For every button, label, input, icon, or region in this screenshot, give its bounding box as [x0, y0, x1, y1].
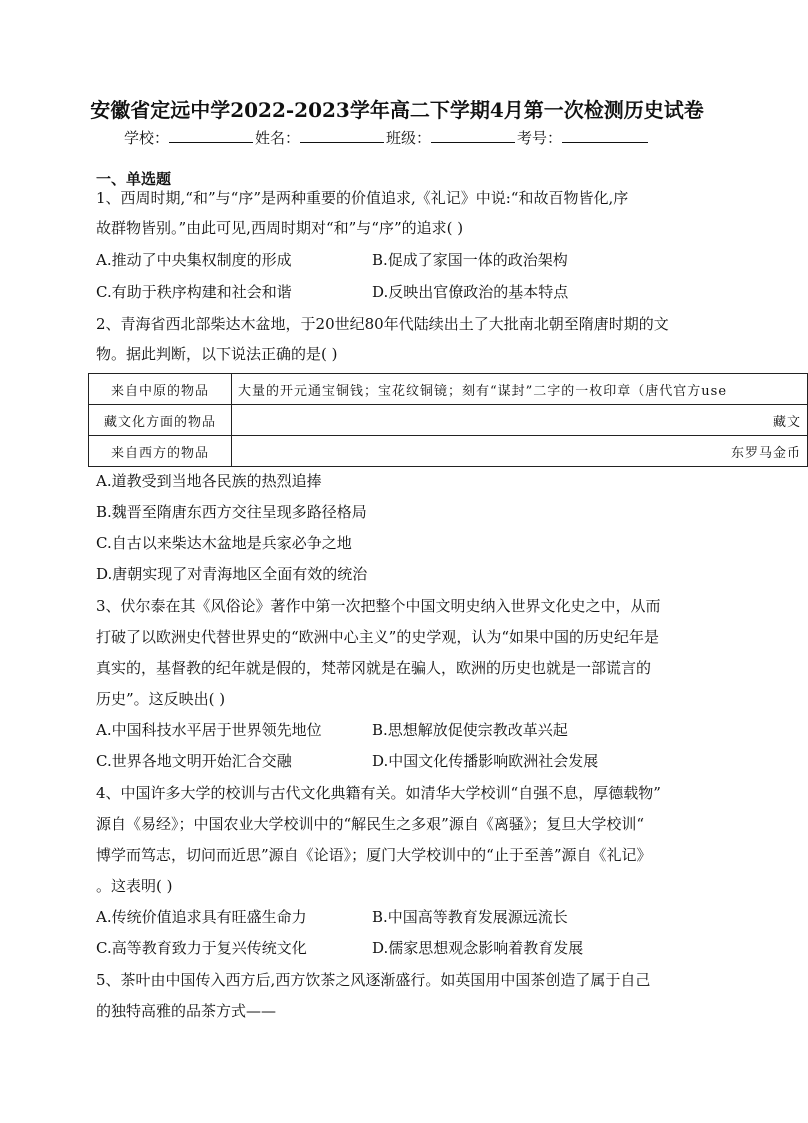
question-2-line-2: 物。据此判断，以下说法正确的是( ) [96, 345, 338, 363]
section-title: 一、单选题 [96, 170, 172, 188]
question-4-option-c[interactable]: C.高等教育致力于复兴传统文化 [96, 939, 307, 957]
question-1-option-b[interactable]: B.促成了家国一体的政治架构 [372, 251, 568, 269]
name-blank[interactable] [300, 126, 384, 143]
question-1-option-a[interactable]: A.推动了中央集权制度的形成 [96, 251, 292, 269]
student-info-fields [124, 126, 650, 148]
question-4-line-4: 。这表明( ) [96, 877, 173, 895]
question-4-line-2: 源自《易经》；中国农业大学校训中的“解民生之多艰”源自《离骚》；复旦大学校训“ [96, 815, 645, 833]
table-cell-category: 来自西方的物品 [89, 436, 232, 467]
question-3-line-2: 打破了以欧洲史代替世界史的“欧洲中心主义”的史学观，认为“如果中国的历史纪年是 [96, 628, 660, 646]
question-1-line-1: 1、西周时期,“和”与“序”是两种重要的价值追求,《礼记》中说:“和故百物皆化,序 [96, 189, 629, 207]
table-row [89, 436, 808, 467]
class-blank[interactable] [431, 126, 515, 143]
table-cell-category: 来自中原的物品 [89, 374, 232, 405]
table-row [89, 405, 808, 436]
question-4-option-b[interactable]: B.中国高等教育发展源远流长 [372, 908, 568, 926]
artifacts-table [88, 373, 808, 467]
exam-number-label: 考号： [517, 129, 563, 147]
table-row [89, 374, 808, 405]
question-2-option-c[interactable]: C.自古以来柴达木盆地是兵家必争之地 [96, 534, 352, 552]
question-3-option-c[interactable]: C.世界各地文明开始汇合交融 [96, 752, 292, 770]
question-3-line-4: 历史”。这反映出( ) [96, 690, 226, 708]
question-3-line-3: 真实的，基督教的纪年就是假的，梵蒂冈就是在骗人，欧洲的历史也就是一部谎言的 [96, 659, 652, 677]
table-cell-category: 藏文化方面的物品 [89, 405, 232, 436]
name-label: 姓名： [255, 129, 301, 147]
class-label: 班级： [386, 129, 432, 147]
question-5-line-2: 的独特高雅的品茶方式—— [96, 1002, 277, 1020]
question-3-option-a[interactable]: A.中国科技水平居于世界领先地位 [96, 721, 322, 739]
question-1-line-2: 故群物皆别。”由此可见,西周时期对“和”与“序”的追求( ) [96, 219, 464, 237]
table-cell-items: 藏文 [232, 405, 808, 436]
question-1-option-c[interactable]: C.有助于秩序构建和社会和谐 [96, 283, 292, 301]
question-4-line-3: 博学而笃志，切问而近思”源自《论语》；厦门大学校训中的“止于至善”源自《礼记》 [96, 846, 652, 864]
table-cell-items: 东罗马金币 [232, 436, 808, 467]
question-3-line-1: 3、伏尔泰在其《风俗论》著作中第一次把整个中国文明史纳入世界文化史之中，从而 [96, 597, 661, 615]
question-3-option-b[interactable]: B.思想解放促使宗教改革兴起 [372, 721, 568, 739]
exam-number-blank[interactable] [562, 126, 648, 143]
table-cell-items: 大量的开元通宝铜钱；宝花纹铜镜；刻有“谋封”二字的一枚印章（唐代官方use [232, 374, 808, 405]
question-5-line-1: 5、茶叶由中国传入西方后,西方饮茶之风逐渐盛行。如英国用中国茶创造了属于自己 [96, 971, 651, 989]
question-1-option-d[interactable]: D.反映出官僚政治的基本特点 [372, 283, 569, 301]
question-4-line-1: 4、中国许多大学的校训与古代文化典籍有关。如清华大学校训“自强不息，厚德载物” [96, 784, 661, 802]
question-2-option-b[interactable]: B.魏晋至隋唐东西方交往呈现多路径格局 [96, 503, 367, 521]
question-2-option-a[interactable]: A.道教受到当地各民族的热烈追捧 [96, 472, 322, 490]
school-blank[interactable] [169, 126, 253, 143]
school-label: 学校： [124, 129, 170, 147]
question-2-line-1: 2、青海省西北部柴达木盆地，于20世纪80年代陆续出土了大批南北朝至隋唐时期的文 [96, 315, 669, 333]
exam-title: 安徽省定远中学2022-2023学年高二下学期4月第一次检测历史试卷 [90, 98, 704, 122]
question-4-option-a[interactable]: A.传统价值追求具有旺盛生命力 [96, 908, 307, 926]
question-2-option-d[interactable]: D.唐朝实现了对青海地区全面有效的统治 [96, 565, 368, 583]
question-4-option-d[interactable]: D.儒家思想观念影响着教育发展 [372, 939, 584, 957]
question-3-option-d[interactable]: D.中国文化传播影响欧洲社会发展 [372, 752, 599, 770]
